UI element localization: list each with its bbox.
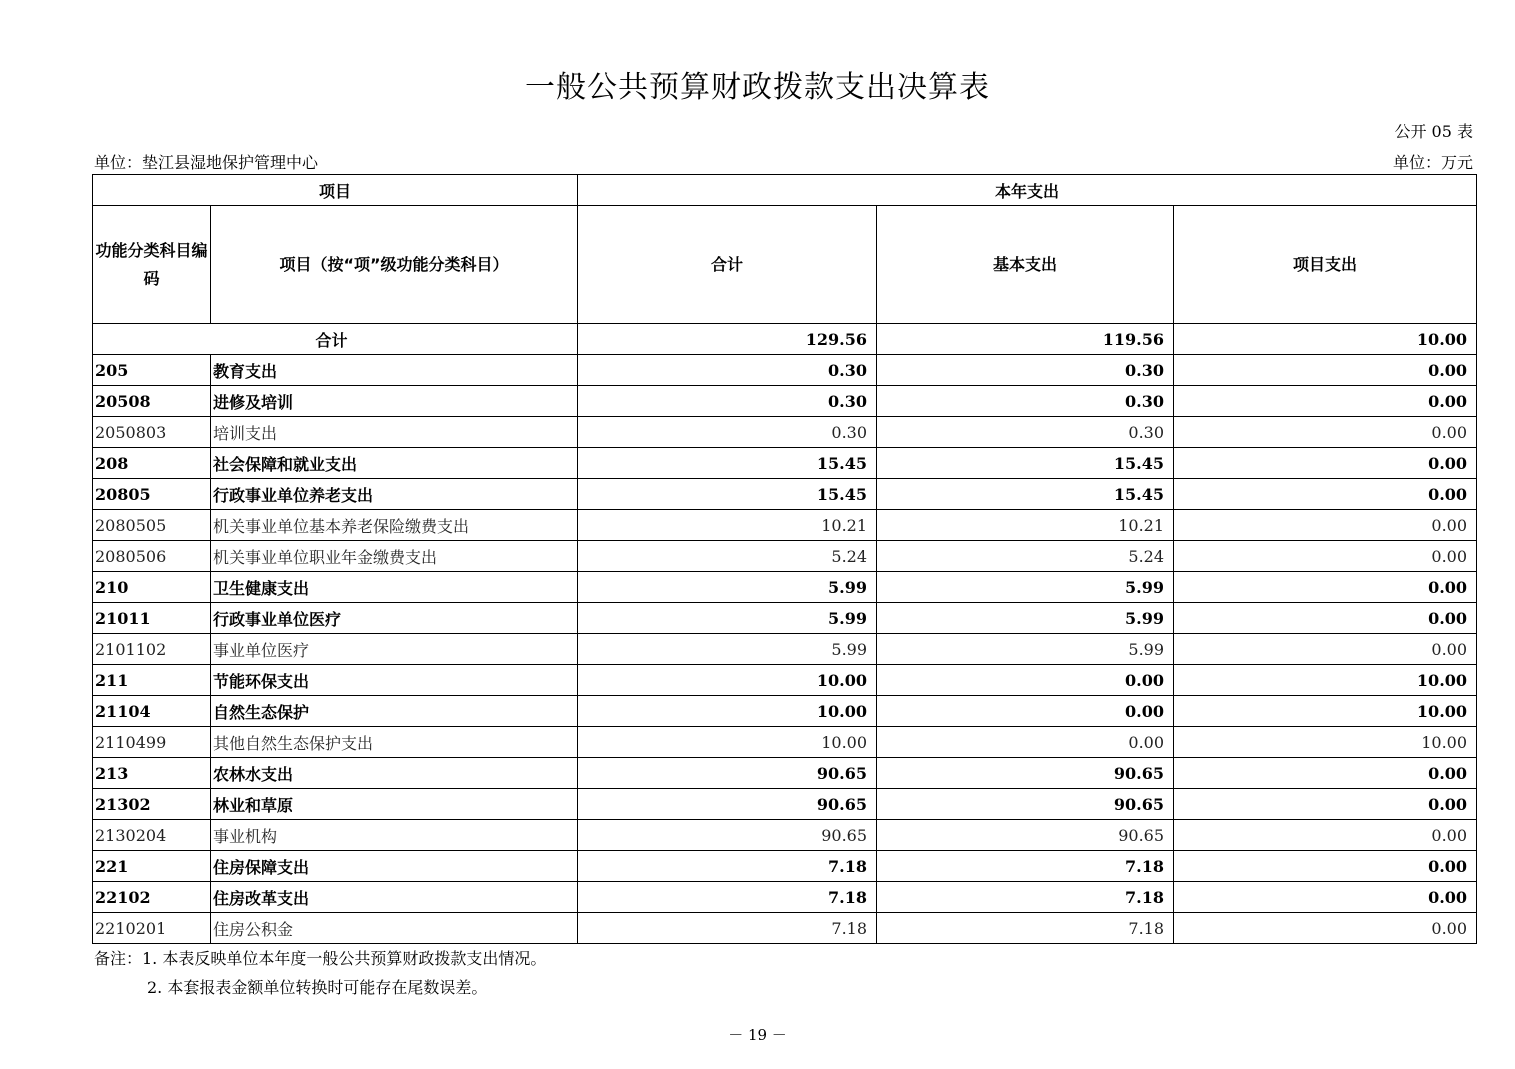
row-basic: 0.30 xyxy=(877,386,1174,417)
row-basic: 0.00 xyxy=(877,696,1174,727)
row-code: 2130204 xyxy=(93,820,211,851)
row-basic: 5.99 xyxy=(877,572,1174,603)
row-project: 0.00 xyxy=(1174,386,1477,417)
table-body xyxy=(93,355,1477,944)
header-current-expense: 本年支出 xyxy=(578,175,1477,206)
row-project: 0.00 xyxy=(1174,758,1477,789)
row-total: 90.65 xyxy=(578,758,877,789)
row-total: 5.99 xyxy=(578,603,877,634)
row-code: 2050803 xyxy=(93,417,211,448)
row-code: 2210201 xyxy=(93,913,211,944)
row-total: 7.18 xyxy=(578,913,877,944)
table-row xyxy=(93,758,1477,789)
header-row-1 xyxy=(93,175,1477,206)
table-row xyxy=(93,851,1477,882)
row-total: 10.00 xyxy=(578,665,877,696)
row-name: 机关事业单位基本养老保险缴费支出 xyxy=(211,510,578,541)
header-project: 项目 xyxy=(93,175,578,206)
row-project: 0.00 xyxy=(1174,541,1477,572)
row-project: 0.00 xyxy=(1174,913,1477,944)
row-name: 事业单位医疗 xyxy=(211,634,578,665)
row-total: 90.65 xyxy=(578,820,877,851)
total-project: 10.00 xyxy=(1174,324,1477,355)
row-basic: 0.00 xyxy=(877,665,1174,696)
table-row xyxy=(93,882,1477,913)
table-row xyxy=(93,417,1477,448)
total-row xyxy=(93,324,1477,355)
row-name: 节能环保支出 xyxy=(211,665,578,696)
table-row xyxy=(93,572,1477,603)
row-basic: 7.18 xyxy=(877,851,1174,882)
row-total: 0.30 xyxy=(578,417,877,448)
row-code: 221 xyxy=(93,851,211,882)
row-project: 0.00 xyxy=(1174,820,1477,851)
row-name: 住房公积金 xyxy=(211,913,578,944)
row-total: 15.45 xyxy=(578,479,877,510)
row-project: 0.00 xyxy=(1174,882,1477,913)
row-code: 211 xyxy=(93,665,211,696)
table-row xyxy=(93,696,1477,727)
row-project: 0.00 xyxy=(1174,634,1477,665)
page-number: － 19 － xyxy=(728,1026,787,1044)
row-project: 0.00 xyxy=(1174,603,1477,634)
header-item: 项目（按“项”级功能分类科目） xyxy=(211,206,578,324)
row-code: 213 xyxy=(93,758,211,789)
table-tag: 公开 05 表 xyxy=(1394,122,1473,141)
row-project: 0.00 xyxy=(1174,355,1477,386)
row-name: 卫生健康支出 xyxy=(211,572,578,603)
unit-currency: 单位：万元 xyxy=(1392,153,1473,172)
total-amount: 129.56 xyxy=(578,324,877,355)
header-project-expense: 项目支出 xyxy=(1174,206,1477,324)
row-code: 2101102 xyxy=(93,634,211,665)
row-name: 事业机构 xyxy=(211,820,578,851)
table-row xyxy=(93,386,1477,417)
row-total: 7.18 xyxy=(578,882,877,913)
page-title: 一般公共预算财政拨款支出决算表 xyxy=(525,70,990,105)
header-row-2 xyxy=(93,206,1477,324)
row-project: 10.00 xyxy=(1174,665,1477,696)
row-project: 0.00 xyxy=(1174,479,1477,510)
expenditure-table xyxy=(92,174,1477,944)
row-basic: 15.45 xyxy=(877,448,1174,479)
table-row xyxy=(93,541,1477,572)
row-project: 0.00 xyxy=(1174,789,1477,820)
row-code: 20805 xyxy=(93,479,211,510)
row-project: 0.00 xyxy=(1174,572,1477,603)
unit-organization: 单位：垫江县湿地保护管理中心 xyxy=(94,153,319,172)
row-name: 自然生态保护 xyxy=(211,696,578,727)
header-total: 合计 xyxy=(578,206,877,324)
row-total: 5.99 xyxy=(578,634,877,665)
row-name: 其他自然生态保护支出 xyxy=(211,727,578,758)
row-basic: 90.65 xyxy=(877,789,1174,820)
row-total: 10.21 xyxy=(578,510,877,541)
row-project: 10.00 xyxy=(1174,696,1477,727)
row-code: 2080506 xyxy=(93,541,211,572)
row-basic: 0.30 xyxy=(877,417,1174,448)
row-code: 22102 xyxy=(93,882,211,913)
row-total: 15.45 xyxy=(578,448,877,479)
notes xyxy=(94,944,546,1002)
row-name: 住房改革支出 xyxy=(211,882,578,913)
note-line-1: 备注：1. 本表反映单位本年度一般公共预算财政拨款支出情况。 xyxy=(94,949,547,968)
row-project: 0.00 xyxy=(1174,417,1477,448)
row-name: 教育支出 xyxy=(211,355,578,386)
row-code: 2080505 xyxy=(93,510,211,541)
row-name: 社会保障和就业支出 xyxy=(211,448,578,479)
row-name: 行政事业单位医疗 xyxy=(211,603,578,634)
row-name: 培训支出 xyxy=(211,417,578,448)
total-label: 合计 xyxy=(93,324,578,355)
table-row xyxy=(93,448,1477,479)
row-name: 进修及培训 xyxy=(211,386,578,417)
table-row xyxy=(93,820,1477,851)
row-basic: 5.99 xyxy=(877,634,1174,665)
row-code: 21011 xyxy=(93,603,211,634)
table-row xyxy=(93,603,1477,634)
row-total: 90.65 xyxy=(578,789,877,820)
row-basic: 90.65 xyxy=(877,820,1174,851)
total-basic: 119.56 xyxy=(877,324,1174,355)
row-total: 5.24 xyxy=(578,541,877,572)
row-total: 7.18 xyxy=(578,851,877,882)
row-basic: 15.45 xyxy=(877,479,1174,510)
row-total: 0.30 xyxy=(578,355,877,386)
row-code: 20508 xyxy=(93,386,211,417)
row-basic: 7.18 xyxy=(877,882,1174,913)
row-project: 0.00 xyxy=(1174,448,1477,479)
row-basic: 10.21 xyxy=(877,510,1174,541)
row-project: 0.00 xyxy=(1174,510,1477,541)
header-basic: 基本支出 xyxy=(877,206,1174,324)
row-code: 208 xyxy=(93,448,211,479)
row-code: 2110499 xyxy=(93,727,211,758)
table-row xyxy=(93,510,1477,541)
table-row xyxy=(93,913,1477,944)
row-code: 21302 xyxy=(93,789,211,820)
note-line-2: 2. 本套报表金额单位转换时可能存在尾数误差。 xyxy=(147,978,488,997)
row-name: 机关事业单位职业年金缴费支出 xyxy=(211,541,578,572)
row-total: 5.99 xyxy=(578,572,877,603)
row-project: 0.00 xyxy=(1174,851,1477,882)
row-code: 205 xyxy=(93,355,211,386)
row-basic: 5.24 xyxy=(877,541,1174,572)
header-code: 功能分类科目编码 xyxy=(93,206,211,324)
row-name: 农林水支出 xyxy=(211,758,578,789)
table-row xyxy=(93,789,1477,820)
row-project: 10.00 xyxy=(1174,727,1477,758)
row-basic: 5.99 xyxy=(877,603,1174,634)
table-row xyxy=(93,665,1477,696)
row-code: 21104 xyxy=(93,696,211,727)
table-row xyxy=(93,355,1477,386)
row-total: 0.30 xyxy=(578,386,877,417)
row-code: 210 xyxy=(93,572,211,603)
row-name: 住房保障支出 xyxy=(211,851,578,882)
row-basic: 7.18 xyxy=(877,913,1174,944)
row-name: 林业和草原 xyxy=(211,789,578,820)
row-total: 10.00 xyxy=(578,696,877,727)
row-basic: 0.00 xyxy=(877,727,1174,758)
row-basic: 0.30 xyxy=(877,355,1174,386)
table-row xyxy=(93,727,1477,758)
table-row xyxy=(93,634,1477,665)
table-row xyxy=(93,479,1477,510)
row-name: 行政事业单位养老支出 xyxy=(211,479,578,510)
row-basic: 90.65 xyxy=(877,758,1174,789)
row-total: 10.00 xyxy=(578,727,877,758)
